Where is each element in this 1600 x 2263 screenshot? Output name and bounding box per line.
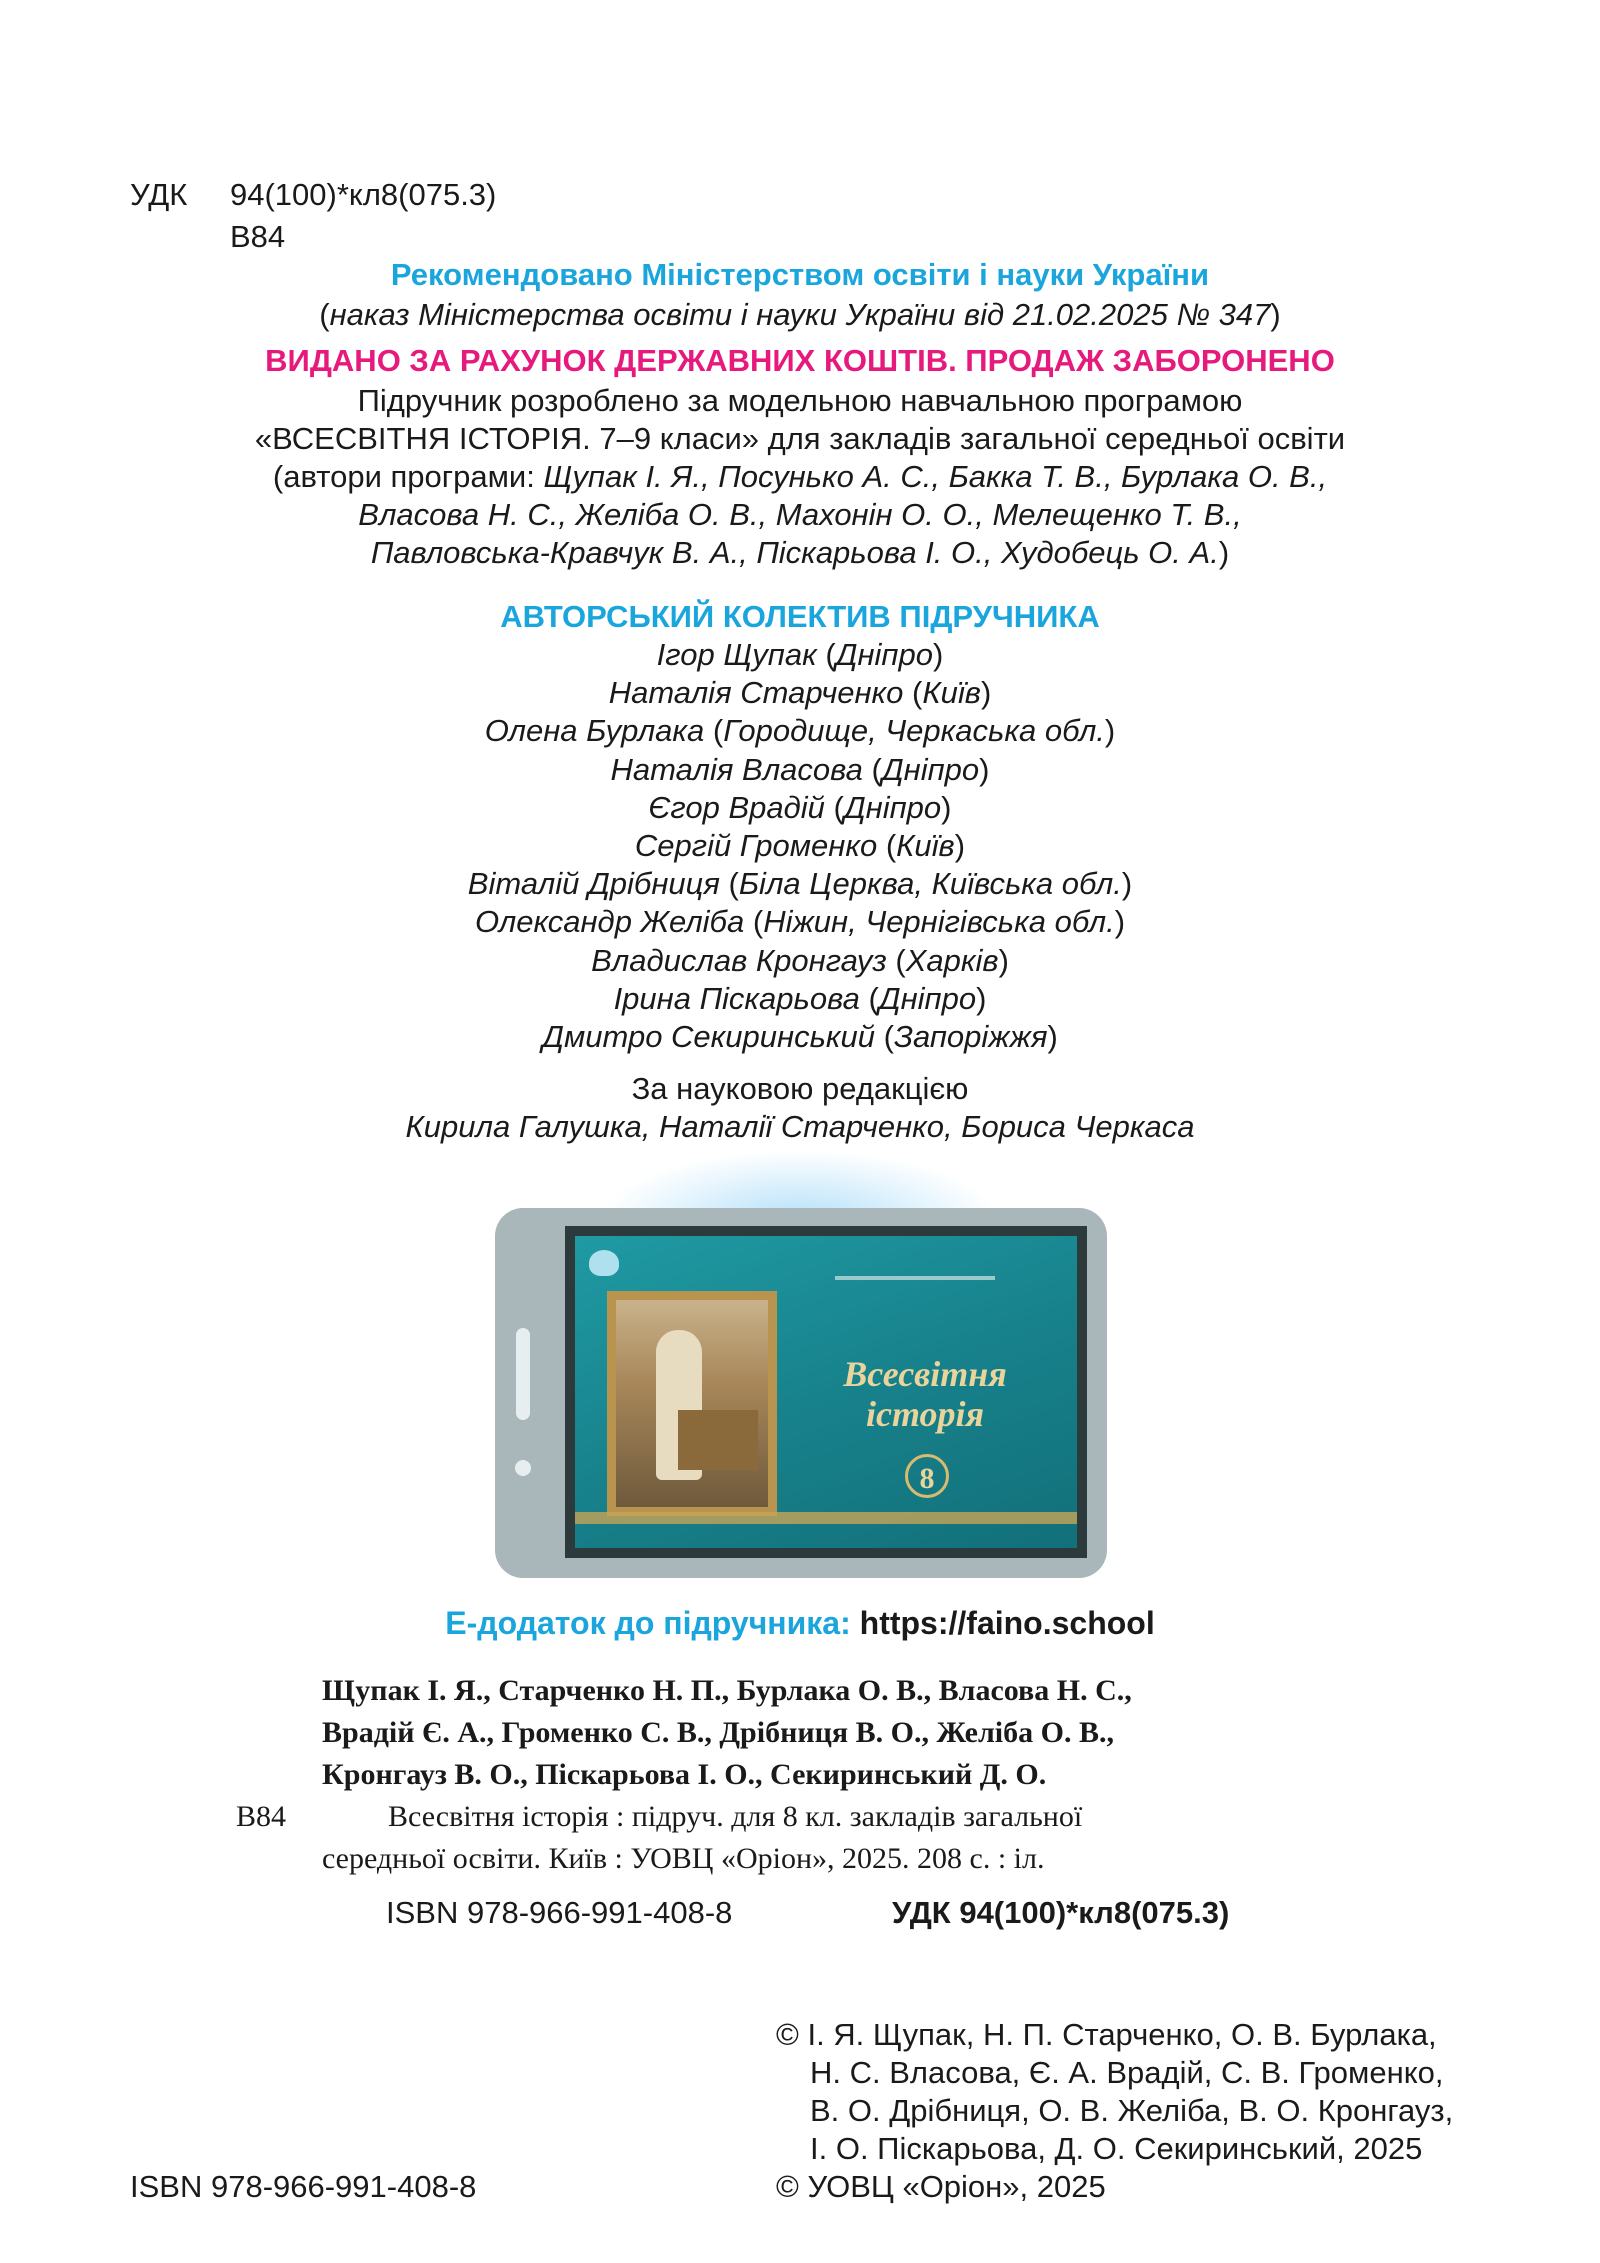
phone-mockup: [495, 1208, 1107, 1578]
author-entry: Наталія Старченко (Київ): [608, 675, 992, 710]
catalog-udk: УДК 94(100)*кл8(075.3): [892, 1895, 1230, 1930]
author-name: Єгор Врадій: [648, 790, 825, 825]
copyright-line-1: © І. Я. Щупак, Н. П. Старченко, О. В. Бурлака,: [776, 2017, 1437, 2052]
author-name: Олена Бурлака: [484, 713, 705, 748]
cover-ship: [678, 1410, 758, 1470]
edodatok-line: [0, 1604, 1600, 1642]
author-city: Харків: [905, 943, 999, 978]
author-city: Київ: [922, 675, 981, 710]
program-line-2: «ВСЕСВІТНЯ ІСТОРІЯ. 7–9 класи» для закладів загальної середньої освіти: [254, 421, 1346, 456]
sale-prohibited-notice: ВИДАНО ЗА РАХУНОК ДЕРЖАВНИХ КОШТІВ. ПРОДАЖ ЗАБОРОНЕНО: [265, 343, 1335, 378]
copyright-line-4: І. О. Піскарьова, Д. О. Секиринський, 2025: [810, 2131, 1423, 2166]
author-city: Дніпро: [835, 637, 933, 672]
publisher-logo-icon: [589, 1250, 619, 1276]
catalog-desc-line-2: середньої освіти. Київ : УОВЦ «Оріон», 2025. 208 с. : іл.: [322, 1842, 1045, 1875]
author-entry: Олександр Желіба (Ніжин, Чернігівська обл.): [474, 904, 1126, 939]
program-line-3: (автори програми: Щупак І. Я., Посунько А. С., Бакка Т. В., Бурлака О. В.,: [272, 459, 1328, 494]
author-city: Ніжин, Чернігівська обл.: [763, 904, 1115, 939]
phone-screen: [565, 1226, 1087, 1558]
author-name: Наталія Власова: [610, 752, 863, 787]
author-city: Дніпро: [881, 752, 980, 787]
author-entry: Ігор Щупак (Дніпро): [656, 637, 944, 672]
author-name: Олександр Желіба: [474, 904, 745, 939]
author-name: Дмитро Секиринський: [542, 1019, 876, 1054]
cover-painting: [607, 1291, 777, 1516]
author-city: Київ: [896, 828, 955, 863]
phone-button: [515, 1460, 531, 1476]
phone-speaker: [516, 1328, 530, 1420]
cover-title: Всесвітня історія: [843, 1354, 1007, 1434]
book-cover-image: [575, 1236, 1077, 1548]
udk-code: 94(100)*кл8(075.3): [230, 177, 497, 212]
author-entry: Віталій Дрібниця (Біла Церква, Київська обл.): [467, 866, 1133, 901]
copyright-line-3: В. О. Дрібниця, О. В. Желіба, В. О. Кронгауз,: [810, 2093, 1454, 2128]
copyright-line-2: Н. С. Власова, Є. А. Врадій, С. В. Громенко,: [810, 2055, 1444, 2090]
author-city: Дніпро: [878, 981, 977, 1016]
author-entry: Олена Бурлака (Городище, Черкаська обл.): [484, 713, 1116, 748]
author-entry: Наталія Власова (Дніпро): [610, 752, 990, 787]
author-entry: Владислав Кронгауз (Харків): [591, 943, 1009, 978]
udk-index: В84: [230, 219, 286, 254]
author-name: Владислав Кронгауз: [591, 943, 887, 978]
catalog-authors-line-1: Щупак І. Я., Старченко Н. П., Бурлака О. В., Власова Н. С.,: [322, 1674, 1132, 1707]
author-entry: Ірина Піскарьова (Дніпро): [613, 981, 987, 1016]
copyright-line-5: © УОВЦ «Оріон», 2025: [776, 2169, 1106, 2204]
cover-bottom-band: [575, 1512, 1077, 1524]
authors-heading: АВТОРСЬКИЙ КОЛЕКТИВ ПІДРУЧНИКА: [500, 599, 1100, 634]
program-line-1: Підручник розроблено за модельною навчальною програмою: [357, 383, 1243, 418]
udk-label: УДК: [130, 177, 188, 212]
author-city: Запоріжжя: [893, 1019, 1048, 1054]
catalog-isbn: ISBN 978-966-991-408-8: [386, 1895, 733, 1930]
editors-label: За науковою редакцією: [631, 1071, 969, 1106]
catalog-authors-line-2: Врадій Є. А., Громенко С. В., Дрібниця В. О., Желіба О. В.,: [322, 1716, 1114, 1749]
edodatok-label: Е-додаток до підручника:: [445, 1605, 851, 1641]
author-name: Віталій Дрібниця: [467, 866, 720, 901]
author-entry: Дмитро Секиринський (Запоріжжя): [542, 1019, 1058, 1054]
author-city: Дніпро: [843, 790, 942, 825]
cover-grade-badge: 8: [905, 1454, 949, 1498]
program-line-5: Павловська-Кравчук В. А., Піскарьова І. О., Худобець О. А.): [370, 535, 1230, 570]
catalog-index: В84: [236, 1800, 287, 1833]
edodatok-url[interactable]: https://faino.school: [859, 1605, 1155, 1641]
author-entry: Єгор Врадій (Дніпро): [648, 790, 952, 825]
order-text: наказ Міністерства освіти і науки України від 21.02.2025 № 347: [329, 297, 1271, 332]
author-name: Ірина Піскарьова: [613, 981, 860, 1016]
program-line-4: Власова Н. С., Желіба О. В., Махонін О. О., Мелещенко Т. В.,: [358, 497, 1242, 532]
author-city: Біла Церква, Київська обл.: [738, 866, 1122, 901]
editors-names: Кирила Галушка, Наталії Старченко, Бориса Черкаса: [405, 1109, 1195, 1144]
author-name: Сергій Громенко: [634, 828, 878, 863]
author-name: Наталія Старченко: [608, 675, 904, 710]
author-name: Ігор Щупак: [656, 637, 817, 672]
recommendation-title: Рекомендовано Міністерством освіти і науки України: [390, 257, 1210, 292]
cover-series-line: [835, 1276, 995, 1280]
recommendation-order: (наказ Міністерства освіти і науки України від 21.02.2025 № 347): [319, 297, 1281, 332]
author-city: Городище, Черкаська обл.: [723, 713, 1105, 748]
catalog-desc-line-1: Всесвітня історія : підруч. для 8 кл. закладів загальної: [388, 1800, 1083, 1833]
author-entry: Сергій Громенко (Київ): [634, 828, 966, 863]
catalog-authors-line-3: Кронгауз В. О., Піскарьова І. О., Секиринський Д. О.: [322, 1758, 1047, 1791]
isbn-footer: ISBN 978-966-991-408-8: [130, 2169, 477, 2204]
